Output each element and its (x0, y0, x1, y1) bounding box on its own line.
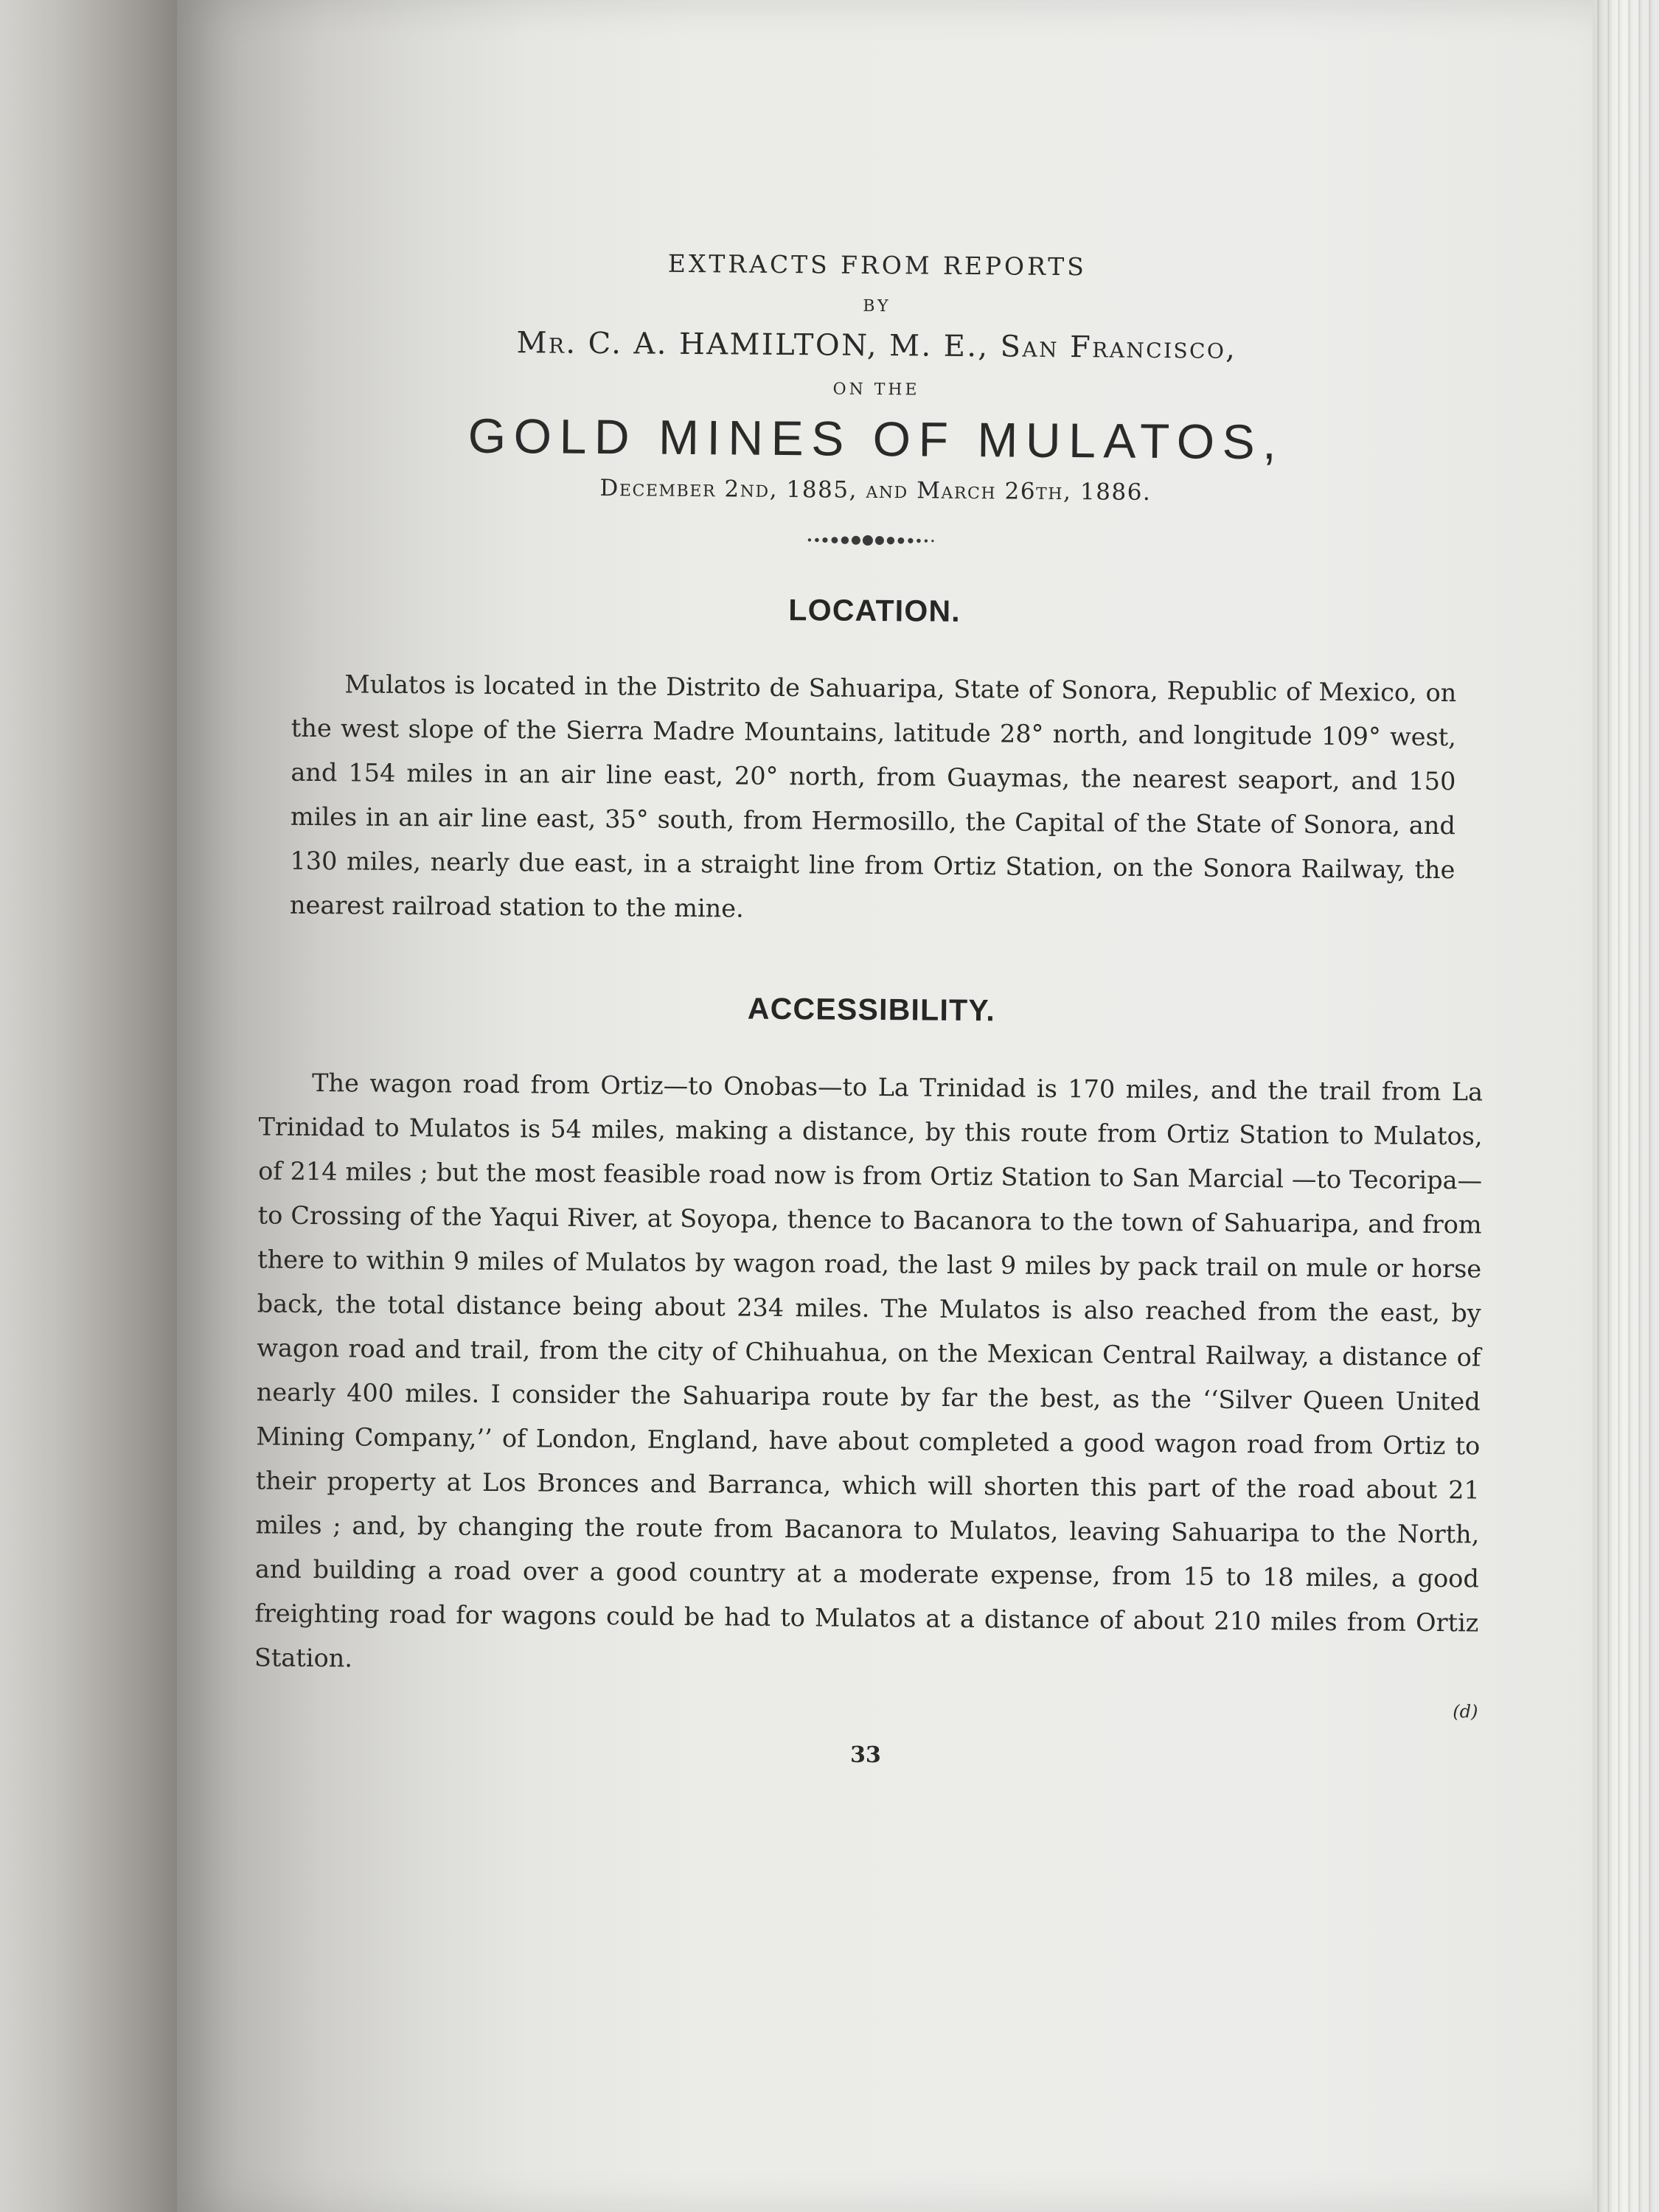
extracts-heading: EXTRACTS FROM REPORTS (667, 248, 1087, 282)
page-edges-right (1593, 0, 1659, 2212)
page-content (239, 246, 1504, 1773)
author-line: Mr. C. A. HAMILTON, M. E., San Francisco, (516, 326, 1237, 366)
report-dates: December 2nd, 1885, and March 26th, 1886. (599, 475, 1152, 506)
accessibility-paragraph: The wagon road from Ortiz—to Onobas—to La Trinidad is 170 miles, and the trail from La Trinidad to Mulatos is 54 miles, making a distance, by this route from Ortiz Station to Mulatos, of 214 miles ; but the most feasible road now is from Ortiz Station to San Marcial —to Tecoripa—to Crossing of the Yaqui River, at Soyopa, thence to Bacanora to the town of Sahuaripa, and from there to within 9 miles of Mulatos by wagon road, the last 9 miles by pack trail on mule or horse back, the total distance being about 234 miles. The Mulatos is also reached from the east, by wagon road and trail, from the city of Chihuahua, on the Mexican Central Railway, a distance of nearly 400 miles. I consider the Sahuaripa route by far the best, as the ‘‘Silver Queen United Mining Company,’’ of London, England, have about completed a good wagon road from Ortiz to their property at Los Bronces and Barranca, which will shorten this part of the road about 21 miles ; and, by changing the route from Bacanora to Mulatos, leaving Sahuaripa to the North, and building a road over a good country at a moderate expense, from 15 to 18 miles, a good freighting road for wagons could be had to Mulatos at a distance of about 210 miles from Ortiz Station. (254, 1068, 1484, 1673)
left-facing-page-edge (0, 0, 192, 2212)
signature-mark: (d) (1453, 1701, 1478, 1722)
page-number: 33 (849, 1742, 881, 1769)
dotted-ornament-icon (805, 531, 945, 549)
by-line: BY (863, 296, 891, 316)
accessibility-heading: ACCESSIBILITY. (747, 991, 996, 1028)
ornament-divider (248, 526, 1502, 554)
on-the-line: ON THE (832, 380, 920, 400)
page-title: GOLD MINES OF MULATOS, (467, 408, 1284, 470)
location-paragraph: Mulatos is located in the Distrito de Sahuaripa, State of Sonora, Republic of Mexico, on the west slope of the Sierra Madre Mountains, latitude 28° north, and longitude 109° west, and 154 miles in an air line east, 20° north, from Guaymas, the nearest seaport, and 150 miles in an air line east, 35° south, from Hermosillo, the Capital of the State of Sonora, and 130 miles, nearly due east, in a straight line from Ortiz Station, on the Sonora Railway, the nearest railroad station to the mine. (289, 669, 1457, 923)
location-heading: LOCATION. (788, 593, 961, 628)
